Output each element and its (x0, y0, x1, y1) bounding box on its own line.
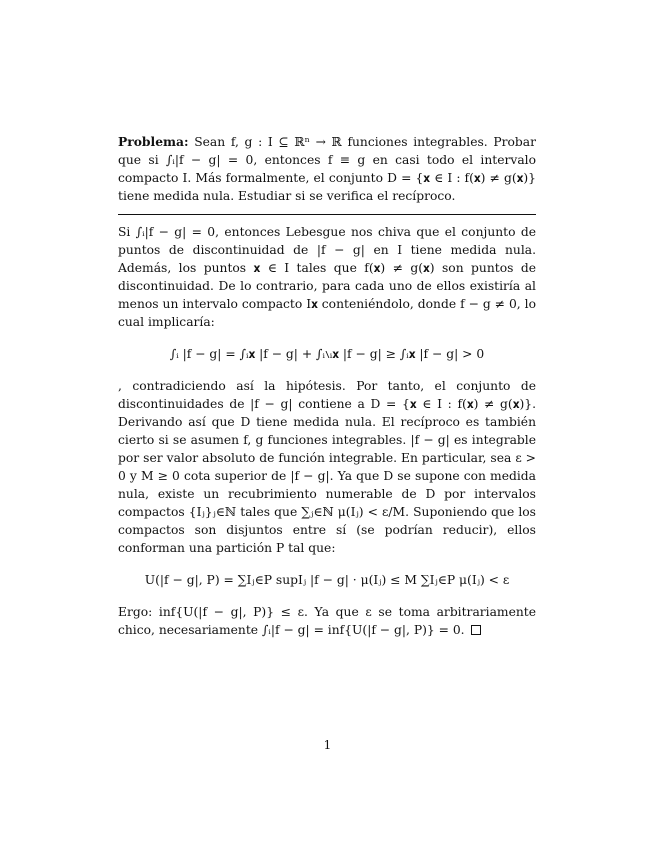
section-divider (118, 214, 536, 215)
problem-statement (118, 133, 536, 205)
conclusion-text: Ergo: inf{U(|f − g|, P)} ≤ ε. Ya que ε se toma arbitrariamente chico, necesariamente ∫ᵢ|f − g| = inf{U(|f − g|, P)} = 0. (118, 605, 536, 637)
solution (118, 223, 536, 639)
document-page (118, 133, 536, 639)
problem-text: Sean f, g : I ⊆ ℝⁿ → ℝ funciones integrables. Probar que si ∫ᵢ|f − g| = 0, entonces f ≡ g en casi todo el intervalo compacto I. Más formalmente, el conjunto D = {𝐱 ∈ I : f(𝐱) ≠ g(𝐱)} tiene medida nula. Estudiar si se verifica el recíproco. (118, 135, 536, 203)
problem-paragraph (118, 133, 536, 205)
solution-paragraph-2: , contradiciendo así la hipótesis. Por tanto, el conjunto de discontinuidades de |f − g| contiene a D = {𝐱 ∈ I : f(𝐱) ≠ g(𝐱)}. Derivando así que D tiene medida nula. El recíproco es también cierto si se asumen f, g funciones integrables. |f − g| es integrable por ser valor absoluto de función integrable. En particular, sea ε > 0 y M ≥ 0 cota superior de |f − g|. Ya que D se supone con medida nula, existe un recubrimiento numerable de D por intervalos compactos {Iⱼ}ⱼ∈ℕ tales que ∑ⱼ∈ℕ μ(Iⱼ) < ε/M. Suponiendo que los compactos son disjuntos entre sí (se podrían reducir), ellos conforman una partición P tal que: (118, 379, 536, 555)
page-number: 1 (323, 738, 332, 752)
display-equation-2: U(|f − g|, P) = ∑Iⱼ∈P supIⱼ |f − g| · μ(Iⱼ) ≤ M ∑Iⱼ∈P μ(Iⱼ) < ε (144, 573, 510, 587)
display-equation-1: ∫ᵢ |f − g| = ∫ᵢ𝐱 |f − g| + ∫ᵢ∖ᵢ𝐱 |f − g| ≥ ∫ᵢ𝐱 |f − g| > 0 (169, 347, 485, 361)
solution-paragraph-3 (118, 603, 536, 639)
qed-square-icon (471, 625, 481, 635)
solution-paragraph-1: Si ∫ᵢ|f − g| = 0, entonces Lebesgue nos chiva que el conjunto de puntos de discontinuidad de |f − g| en I tiene medida nula. Además, los puntos 𝐱 ∈ I tales que f(𝐱) ≠ g(𝐱) son puntos de discontinuidad. De lo contrario, para cada uno de ellos existiría al menos un intervalo compacto I𝐱 conteniéndolo, donde f − g ≠ 0, lo cual implicaría: (118, 225, 536, 329)
problem-label: Problema: (118, 134, 189, 149)
page-footer (0, 738, 655, 752)
